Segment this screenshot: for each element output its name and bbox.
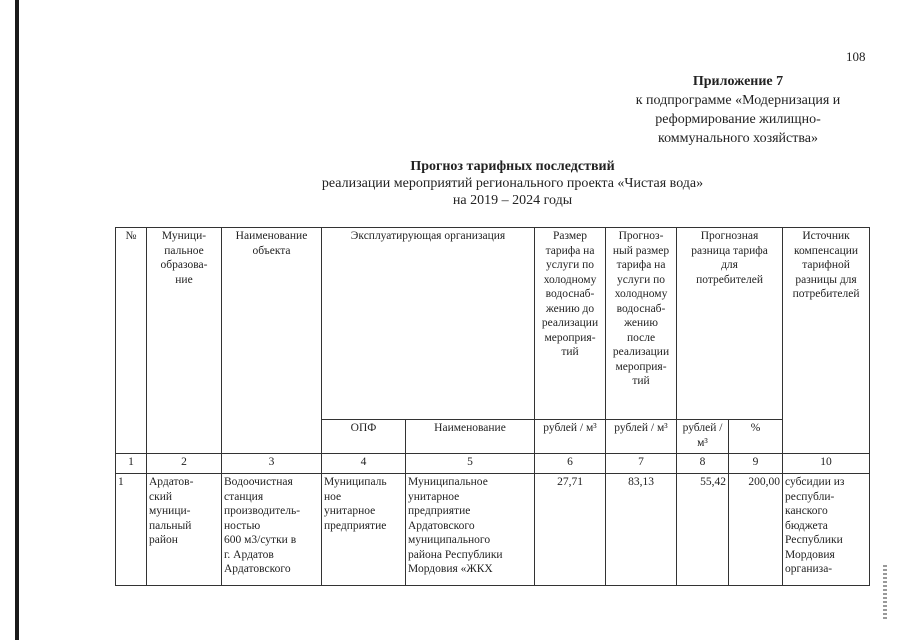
cell-diff-rub: 55,42 [677, 474, 729, 586]
tariff-forecast-table [115, 227, 870, 586]
cell-source [783, 474, 870, 586]
subheader-org-name: Наименование [406, 420, 535, 454]
column-number-row [116, 454, 870, 474]
header-municipality [147, 228, 222, 454]
header-tariff-after [606, 228, 677, 420]
column-number: 5 [406, 454, 535, 474]
cell-municipality [147, 474, 222, 586]
column-number: 8 [677, 454, 729, 474]
header-object-name [222, 228, 322, 454]
page-number: 108 [846, 49, 866, 64]
heading-title: Прогноз тарифных последствий [410, 159, 615, 174]
column-number: 4 [322, 454, 406, 474]
cell-text: Муниципаль ное унитарное предприятие [324, 476, 387, 532]
cell-opf [322, 474, 406, 586]
header-text: Размер тарифа на услуги по холодному водоснаб- жению до реализации мероприя- тий [541, 230, 599, 358]
subheader-text: рублей / м³ [682, 422, 723, 449]
heading-period: на 2019 – 2024 годы [452, 193, 573, 208]
column-number: 1 [116, 454, 147, 474]
subheader-opf: ОПФ [322, 420, 406, 454]
table-row [116, 474, 870, 586]
appendix-line: реформирование жилищно- [655, 112, 821, 127]
subheader-unit-before: рублей / м³ [535, 420, 606, 454]
subheader-unit-after: рублей / м³ [606, 420, 677, 454]
document-heading [230, 158, 795, 209]
header-text: Источник компенсации тарифной разницы для потребителей [792, 230, 860, 300]
appendix-block [610, 72, 866, 148]
appendix-title: Приложение 7 [692, 74, 784, 89]
cell-text: субсидии из республи- канского бюджета Республики Мордовия организа- [785, 476, 845, 575]
header-compensation-source [783, 228, 870, 454]
column-number: 2 [147, 454, 222, 474]
cell-text: Ардатов- ский муници- пальный район [149, 476, 194, 546]
header-text: Прогноз- ный размер тарифа на услуги по холодному водоснаб- жению после реализации мероприя- тий [612, 230, 670, 387]
column-number: 9 [729, 454, 783, 474]
cell-diff-pct: 200,00 [729, 474, 783, 586]
cell-tariff-before: 27,71 [535, 474, 606, 586]
cell-text: Муниципальное унитарное предприятие Ардатовского муниципального района Республики Мордовия «ЖКХ [408, 476, 503, 575]
header-text: Наименование объекта [235, 230, 308, 257]
column-number: 3 [222, 454, 322, 474]
header-row [116, 228, 870, 420]
header-text: Муници- пальное образова- ние [160, 230, 208, 286]
appendix-line: коммунального хозяйства» [657, 131, 819, 146]
subheader-percent: % [729, 420, 783, 454]
header-tariff-diff [677, 228, 783, 420]
scan-artifact [883, 565, 887, 620]
column-number: 7 [606, 454, 677, 474]
cell-org-name [406, 474, 535, 586]
cell-no: 1 [116, 474, 147, 586]
header-no: № [116, 228, 147, 454]
subheader-unit-diff [677, 420, 729, 454]
cell-object-name [222, 474, 322, 586]
column-number: 6 [535, 454, 606, 474]
heading-subtitle: реализации мероприятий регионального проекта «Чистая вода» [321, 176, 704, 191]
header-text: Прогнозная разница тарифа для потребителей [691, 230, 768, 286]
cell-tariff-after: 83,13 [606, 474, 677, 586]
header-tariff-before [535, 228, 606, 420]
column-number: 10 [783, 454, 870, 474]
cell-text: Водоочистная станция производитель- ностью 600 м3/сутки в г. Ардатов Ардатовского [224, 476, 301, 575]
scan-edge-shadow [15, 0, 19, 640]
appendix-line: к подпрограмме «Модернизация и [635, 93, 841, 108]
header-operating-org: Эксплуатирующая организация [322, 228, 535, 420]
